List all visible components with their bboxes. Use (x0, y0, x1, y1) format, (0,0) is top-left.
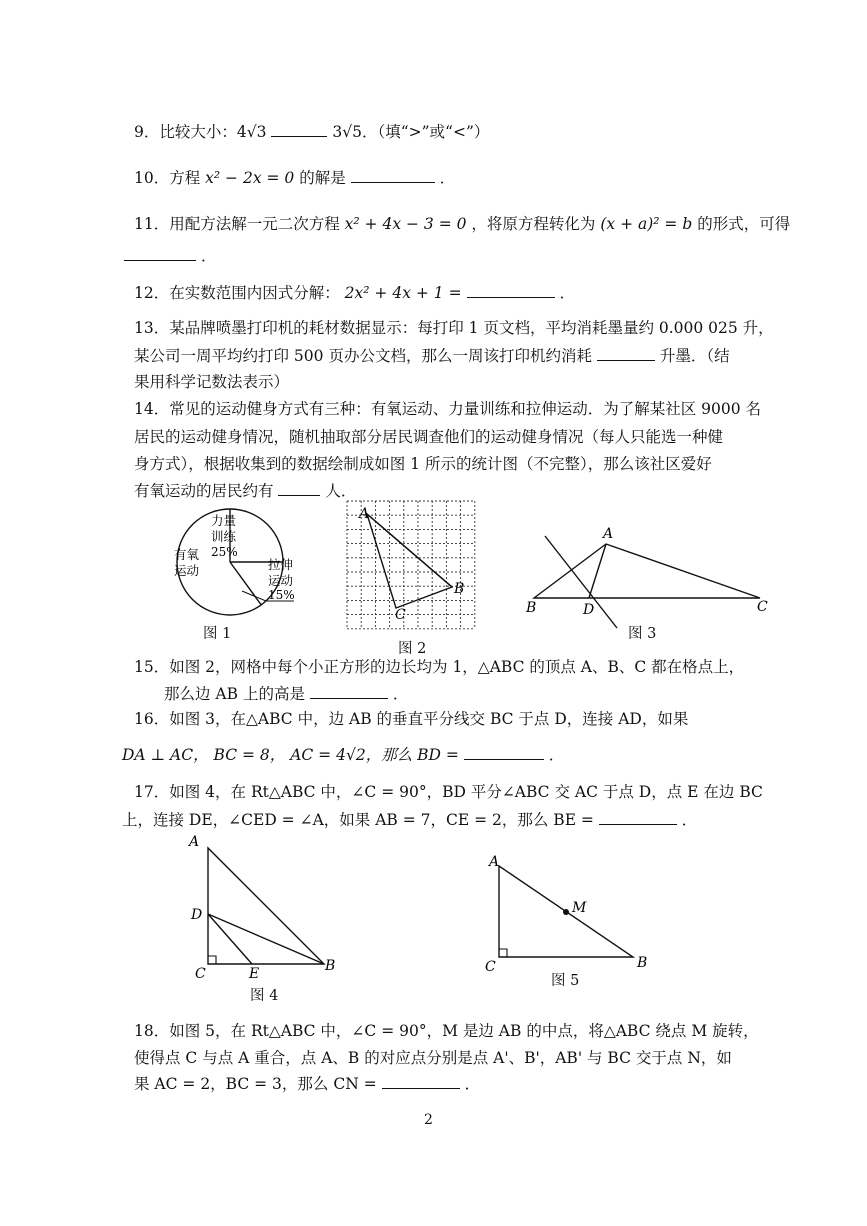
vertex-label-b: B (526, 600, 537, 616)
answer-blank-q13[interactable] (597, 346, 655, 361)
question-14-line-4 (134, 481, 356, 501)
q12-end: ． (559, 284, 575, 302)
question-17-line-1: 17．如图 4，在 Rt△ABC 中，∠C = 90°，BD 平分∠ABC 交 AC 于点 D，点 E 在边 BC (134, 783, 763, 801)
vertex-label-a: A (603, 526, 614, 542)
q13-line2-tail: 升墨．（结 (659, 347, 730, 365)
slice-label-stretch-2: 运动 (268, 573, 294, 588)
q10-lead: 10．方程 (134, 169, 201, 187)
question-14-line-3: 身方式），根据收集到的数据绘制成如图 1 所示的统计图（不完整），那么该社区爱好 (134, 455, 712, 473)
vertex-label-e: E (249, 966, 260, 982)
vertex-label-c: C (485, 959, 496, 973)
vertex-label-a: A (189, 834, 200, 850)
question-18-line-1: 18．如图 5，在 Rt△ABC 中，∠C = 90°，M 是边 AB 的中点，将△ABC 绕点 M 旋转， (134, 1022, 759, 1040)
figure-2-grid (346, 500, 478, 632)
vertex-label-a: A (359, 506, 370, 522)
page-number: 2 (424, 1112, 433, 1128)
answer-blank-q10[interactable] (351, 168, 435, 183)
figure-5-diagram (480, 848, 660, 973)
figure-2-caption: 图 2 (398, 641, 427, 657)
right-angle-mark (499, 949, 507, 957)
question-16-line-2 (122, 745, 564, 765)
figure-4-diagram (185, 832, 345, 982)
segment-bd (208, 914, 324, 964)
vertex-label-c: C (757, 599, 768, 615)
figure-3-diagram (520, 520, 780, 630)
answer-blank-q17[interactable] (599, 810, 677, 825)
q11-tail: 的形式，可得 (697, 215, 791, 233)
triangle-abc (534, 544, 760, 598)
vertex-label-b: B (454, 581, 465, 597)
q11-mid: ，将原方程转化为 (471, 215, 596, 233)
question-18-line-3 (134, 1074, 480, 1094)
vertex-label-b: B (637, 955, 648, 971)
pie-label-leader (242, 591, 266, 601)
q9-lead: 9．比较大小：4√3 (134, 123, 267, 141)
question-15-line-1: 15．如图 2，网格中每个小正方形的边长均为 1，△ABC 的顶点 A、B、C 都在格点上， (134, 658, 745, 676)
question-18-line-2: 使得点 C 与点 A 重合，点 A、B 的对应点分别是点 A'、B'，AB' 与 BC 交于点 N，如 (134, 1049, 732, 1067)
figure-4-caption: 图 4 (250, 988, 279, 1004)
answer-blank-q18[interactable] (382, 1074, 460, 1089)
slice-label-strength-2: 训练 (211, 529, 237, 544)
question-13-line-3: 果用科学记数法表示） (134, 373, 290, 391)
slice-value-stretch: 15% (268, 588, 295, 602)
question-12 (134, 283, 575, 303)
q11-equation: x² + 4x − 3 = 0 (344, 215, 467, 233)
q11-end: ． (200, 247, 217, 265)
question-9 (134, 122, 489, 142)
slice-label-stretch: 拉伸 (268, 557, 294, 572)
question-13-line-2 (134, 346, 730, 366)
q10-equation: x² − 2x = 0 (205, 169, 295, 187)
q17-line2-lead: 上，连接 DE，∠CED = ∠A，如果 AB = 7，CE = 2，那么 BE = (122, 811, 594, 829)
triangle-abc (208, 848, 324, 964)
question-14-line-1: 14．常见的运动健身方式有三种：有氧运动、力量训练和拉伸运动．为了解某社区 9000 名 (134, 400, 762, 418)
vertex-label-d: D (191, 907, 203, 923)
question-13-line-1: 13．某品牌喷墨打印机的耗材数据显示：每打印 1 页文档，平均消耗墨量约 0.000 025 升， (134, 319, 774, 337)
answer-blank-q16[interactable] (464, 745, 544, 760)
answer-blank-q9[interactable] (271, 122, 327, 137)
vertex-label-d: D (583, 602, 595, 618)
segment-ad (589, 544, 606, 598)
pie-divider-bottom (230, 562, 261, 605)
q12-lead: 12．在实数范围内因式分解： (134, 284, 340, 302)
question-14-line-2: 居民的运动健身情况，随机抽取部分居民调查他们的运动健身情况（每人只能选一种健 (134, 428, 724, 446)
q11-target-form: (x + a)² = b (600, 215, 693, 233)
slice-label-aerobic: 有氧 (174, 547, 200, 562)
figure-5-caption: 图 5 (551, 973, 580, 989)
answer-blank-q14[interactable] (278, 481, 320, 496)
q13-line2-lead: 某公司一周平均约打印 500 页办公文档，那么一周该打印机约消耗 (134, 347, 592, 365)
slice-label-aerobic-2: 运动 (174, 563, 200, 578)
answer-blank-q15[interactable] (310, 684, 388, 699)
point-label-m: M (572, 900, 587, 916)
figure-1-pie-chart (150, 505, 315, 640)
q11-lead: 11．用配方法解一元二次方程 (134, 215, 340, 233)
q10-end: ． (439, 169, 456, 187)
q16-conditions: DA ⊥ AC， BC = 8， AC = 4√2，那么 BD = (122, 746, 459, 764)
question-11-answer-line (124, 246, 216, 266)
q14-line4-lead: 有氧运动的居民约有 (134, 482, 274, 500)
right-angle-mark (208, 956, 216, 964)
answer-blank-q12[interactable] (467, 283, 555, 298)
side-ab (367, 514, 452, 587)
question-10 (134, 168, 455, 188)
figure-3-caption: 图 3 (628, 626, 657, 642)
question-11 (134, 214, 790, 234)
q18-end: ． (464, 1075, 481, 1093)
q9-tail: 3√5．（填“>”或“<”） (332, 123, 490, 141)
midpoint-m (563, 909, 569, 915)
vertex-label-a: A (489, 854, 500, 870)
question-15-line-2 (164, 684, 408, 704)
q18-line3-lead: 果 AC = 2，BC = 3，那么 CN = (134, 1075, 377, 1093)
vertex-label-b: B (325, 958, 336, 974)
answer-blank-q11[interactable] (124, 246, 196, 261)
question-16-line-1: 16．如图 3，在△ABC 中，边 AB 的垂直平分线交 BC 于点 D，连接 AD，如果 (134, 710, 689, 728)
slice-value-strength: 25% (211, 545, 238, 559)
slice-label-strength: 力量 (211, 513, 237, 528)
q12-expression: 2x² + 4x + 1 = (344, 284, 462, 302)
vertex-label-c: C (195, 966, 206, 982)
q17-end: ． (681, 811, 698, 829)
triangle-abc (367, 514, 452, 608)
vertex-label-c: C (395, 607, 406, 623)
q10-tail: 的解是 (299, 169, 346, 187)
question-17-line-2 (122, 810, 697, 830)
q15-line2-lead: 那么边 AB 上的高是 (164, 685, 305, 703)
q16-end: ． (548, 746, 565, 764)
q15-end: ． (392, 685, 409, 703)
figure-1-caption: 图 1 (203, 626, 232, 642)
q14-line4-tail: 人． (325, 482, 357, 500)
